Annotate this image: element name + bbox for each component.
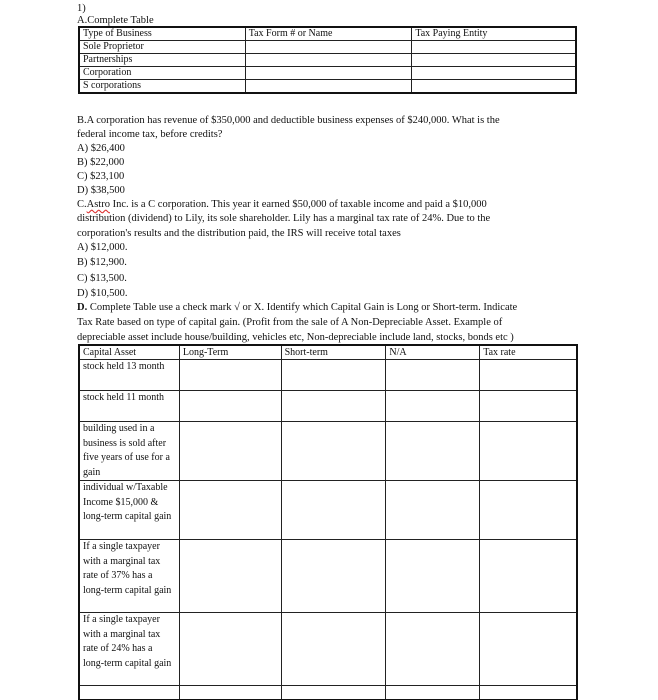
table-row bbox=[80, 391, 577, 422]
header-type-of-business: Type of Business bbox=[80, 28, 246, 41]
part-d-instructions-line1 bbox=[77, 301, 517, 314]
long-term-cell[interactable] bbox=[179, 686, 281, 700]
na-cell[interactable] bbox=[386, 481, 480, 540]
tax-entity-cell[interactable] bbox=[412, 54, 576, 67]
part-c-option-c[interactable]: C) $13,500. bbox=[77, 273, 127, 284]
short-term-cell[interactable] bbox=[281, 422, 386, 481]
capital-gain-table bbox=[79, 345, 577, 700]
table-header-row bbox=[80, 346, 577, 360]
short-term-cell[interactable] bbox=[281, 540, 386, 613]
asset-cell[interactable] bbox=[80, 686, 180, 700]
company-name: Astro bbox=[86, 199, 110, 210]
part-b-option-a[interactable]: A) $26,400 bbox=[77, 143, 125, 154]
row-label: Sole Proprietor bbox=[80, 41, 246, 54]
part-c-lead: C. bbox=[77, 199, 87, 210]
tax-rate-cell[interactable] bbox=[480, 481, 577, 540]
tax-rate-cell[interactable] bbox=[480, 686, 577, 700]
part-c-question-line3: corporation's results and the distribution paid, the IRS will receive total taxes bbox=[77, 228, 401, 239]
table-row bbox=[80, 41, 576, 54]
tax-rate-cell[interactable] bbox=[480, 360, 577, 391]
table-row bbox=[80, 686, 577, 700]
na-cell[interactable] bbox=[386, 613, 480, 686]
question-number: 1) bbox=[77, 3, 86, 14]
asset-cell: building used in a business is sold after five years of use for a gain bbox=[80, 422, 180, 481]
table-header-row bbox=[80, 28, 576, 41]
asset-cell: If a single taxpayer with a marginal tax rate of 37% has a long-term capital gain bbox=[80, 540, 180, 613]
long-term-cell[interactable] bbox=[179, 360, 281, 391]
tax-entity-cell[interactable] bbox=[412, 41, 576, 54]
part-b-question-line2: federal income tax, before credits? bbox=[77, 129, 223, 140]
part-b-option-c[interactable]: C) $23,100 bbox=[77, 171, 125, 182]
part-b-option-b[interactable]: B) $22,000 bbox=[77, 157, 125, 168]
row-label: Corporation bbox=[80, 67, 246, 80]
na-cell[interactable] bbox=[386, 422, 480, 481]
tax-entity-cell[interactable] bbox=[412, 67, 576, 80]
part-b-question-line1: B.A corporation has revenue of $350,000 and deductible business expenses of $240,000. What is the bbox=[77, 115, 500, 126]
table-row bbox=[80, 540, 577, 613]
tax-rate-cell[interactable] bbox=[480, 391, 577, 422]
short-term-cell[interactable] bbox=[281, 360, 386, 391]
long-term-cell[interactable] bbox=[179, 422, 281, 481]
table-row bbox=[80, 80, 576, 93]
part-c-question-line2: distribution (dividend) to Lily, its sole shareholder. Lily has a marginal tax rate of 24%. Due to the bbox=[77, 213, 491, 224]
part-d-label: D. bbox=[77, 302, 88, 313]
asset-cell: stock held 11 month bbox=[80, 391, 180, 422]
part-c-question-line1 bbox=[77, 198, 487, 211]
row-label: S corporations bbox=[80, 80, 246, 93]
header-capital-asset: Capital Asset bbox=[80, 346, 180, 360]
table-row bbox=[80, 481, 577, 540]
short-term-cell[interactable] bbox=[281, 481, 386, 540]
part-c-option-b[interactable]: B) $12,900. bbox=[77, 257, 127, 268]
part-c-option-d[interactable]: D) $10,500. bbox=[77, 288, 128, 299]
tax-form-cell[interactable] bbox=[245, 80, 412, 93]
tax-rate-cell[interactable] bbox=[480, 540, 577, 613]
na-cell[interactable] bbox=[386, 540, 480, 613]
na-cell[interactable] bbox=[386, 686, 480, 700]
row-label: Partnerships bbox=[80, 54, 246, 67]
header-short-term: Short-term bbox=[281, 346, 386, 360]
tax-form-cell[interactable] bbox=[245, 41, 412, 54]
part-a-title: A.Complete Table bbox=[77, 15, 154, 26]
long-term-cell[interactable] bbox=[179, 481, 281, 540]
table-row bbox=[80, 67, 576, 80]
table-row bbox=[80, 613, 577, 686]
part-d-instructions-line2: Tax Rate based on type of capital gain. (Profit from the sale of A Non-Depreciable Asset. Example of bbox=[77, 317, 503, 328]
short-term-cell[interactable] bbox=[281, 391, 386, 422]
business-type-table bbox=[79, 27, 576, 93]
tax-form-cell[interactable] bbox=[245, 54, 412, 67]
tax-rate-cell[interactable] bbox=[480, 422, 577, 481]
long-term-cell[interactable] bbox=[179, 613, 281, 686]
asset-cell: If a single taxpayer with a marginal tax rate of 24% has a long-term capital gain bbox=[80, 613, 180, 686]
na-cell[interactable] bbox=[386, 391, 480, 422]
tax-entity-cell[interactable] bbox=[412, 80, 576, 93]
header-tax-paying-entity: Tax Paying Entity bbox=[412, 28, 576, 41]
long-term-cell[interactable] bbox=[179, 540, 281, 613]
short-term-cell[interactable] bbox=[281, 686, 386, 700]
part-b-option-d[interactable]: D) $38,500 bbox=[77, 185, 125, 196]
table-row bbox=[80, 422, 577, 481]
asset-cell: stock held 13 month bbox=[80, 360, 180, 391]
header-na: N/A bbox=[386, 346, 480, 360]
header-tax-rate: Tax rate bbox=[480, 346, 577, 360]
na-cell[interactable] bbox=[386, 360, 480, 391]
part-d-instructions-line3: depreciable asset include house/building, vehicles etc, Non-depreciable include land, stocks, bonds etc ) bbox=[77, 332, 514, 343]
part-c-option-a[interactable]: A) $12,000. bbox=[77, 242, 128, 253]
part-d-line1-rest: Complete Table use a check mark √ or X. Identify which Capital Gain is Long or Short-term. Indicate bbox=[87, 302, 518, 313]
tax-form-cell[interactable] bbox=[245, 67, 412, 80]
long-term-cell[interactable] bbox=[179, 391, 281, 422]
header-tax-form: Tax Form # or Name bbox=[245, 28, 412, 41]
asset-cell: individual w/Taxable Income $15,000 & long-term capital gain bbox=[80, 481, 180, 540]
table-row bbox=[80, 360, 577, 391]
tax-rate-cell[interactable] bbox=[480, 613, 577, 686]
header-long-term: Long-Term bbox=[179, 346, 281, 360]
table-row bbox=[80, 54, 576, 67]
short-term-cell[interactable] bbox=[281, 613, 386, 686]
part-c-line1-rest: Inc. is a C corporation. This year it earned $50,000 of taxable income and paid a $10,000 bbox=[109, 199, 487, 210]
